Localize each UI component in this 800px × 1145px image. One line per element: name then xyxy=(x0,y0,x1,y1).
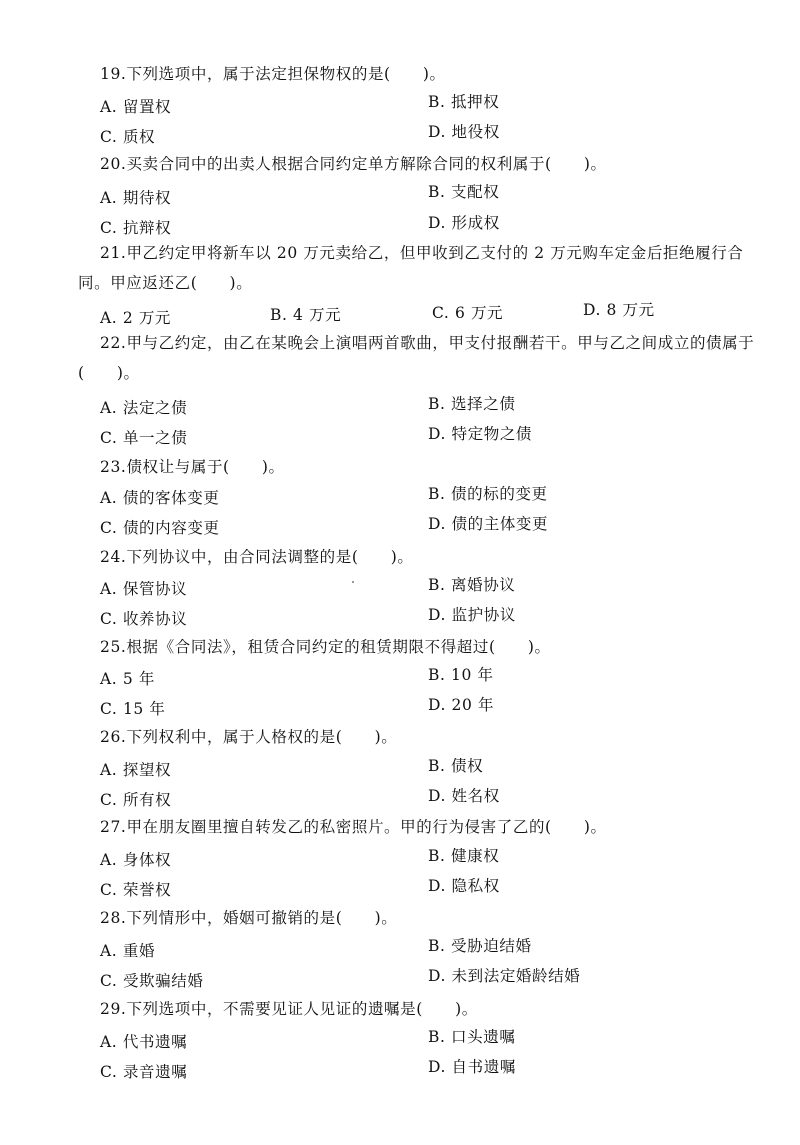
scan-speck xyxy=(352,581,354,583)
question-stem: 20.买卖合同中的出卖人根据合同约定单方解除合同的权利属于( )。 xyxy=(100,155,607,173)
question-stem: 23.债权让与属于( )。 xyxy=(100,458,285,476)
option-a: A. 探望权 xyxy=(100,761,172,779)
option-c: C. 6 万元 xyxy=(432,304,504,322)
option-d: D. 债的主体变更 xyxy=(428,515,549,533)
option-c: C. 所有权 xyxy=(100,791,172,809)
option-d: D. 未到法定婚龄结婚 xyxy=(428,967,581,985)
option-a: A. 代书遗嘱 xyxy=(100,1033,188,1051)
option-c: C. 债的内容变更 xyxy=(100,519,220,537)
option-d: D. 8 万元 xyxy=(583,301,655,319)
option-a: A. 身体权 xyxy=(100,851,172,869)
option-a: A. 法定之债 xyxy=(100,399,188,417)
option-c: C. 质权 xyxy=(100,128,156,146)
option-a: A. 留置权 xyxy=(100,98,172,116)
question-stem: 25.根据《合同法》，租赁合同约定的租赁期限不得超过( )。 xyxy=(100,638,551,656)
option-d: D. 形成权 xyxy=(428,214,500,232)
option-d: D. 特定物之债 xyxy=(428,425,533,443)
question-stem: 19.下列选项中，属于法定担保物权的是( )。 xyxy=(100,65,446,83)
option-c: C. 单一之债 xyxy=(100,429,188,447)
option-a: A. 重婚 xyxy=(100,942,156,960)
option-c: C. 荣誉权 xyxy=(100,881,172,899)
option-d: D. 监护协议 xyxy=(428,606,516,624)
question-stem: 22.甲与乙约定，由乙在某晚会上演唱两首歌曲，甲支付报酬若干。甲与乙之间成立的债属于( )。 xyxy=(78,334,755,382)
option-b: B. 口头遗嘱 xyxy=(428,1028,516,1046)
option-b: B. 支配权 xyxy=(428,183,500,201)
option-a: A. 债的客体变更 xyxy=(100,489,220,507)
option-d: D. 自书遗嘱 xyxy=(428,1058,516,1076)
question-stem: 26.下列权利中，属于人格权的是( )。 xyxy=(100,728,398,746)
option-a: A. 2 万元 xyxy=(100,309,172,327)
option-a: A. 期待权 xyxy=(100,189,172,207)
option-b: B. 健康权 xyxy=(428,847,500,865)
question-stem: 27.甲在朋友圈里擅自转发乙的私密照片。甲的行为侵害了乙的( )。 xyxy=(100,818,607,836)
option-b: B. 债的标的变更 xyxy=(428,485,548,503)
question-stem: 21.甲乙约定甲将新车以 20 万元卖给乙，但甲收到乙支付的 2 万元购车定金后拒绝履行合同。甲应返还乙( )。 xyxy=(78,244,744,292)
option-b: B. 4 万元 xyxy=(270,306,342,324)
option-a: A. 5 年 xyxy=(100,670,155,688)
option-b: B. 抵押权 xyxy=(428,93,500,111)
option-a: A. 保管协议 xyxy=(100,580,188,598)
option-b: B. 10 年 xyxy=(428,666,494,684)
option-c: C. 受欺骗结婚 xyxy=(100,972,204,990)
option-d: D. 20 年 xyxy=(428,696,495,714)
option-c: C. 15 年 xyxy=(100,700,166,718)
question-stem: 24.下列协议中，由合同法调整的是( )。 xyxy=(100,548,414,566)
option-d: D. 隐私权 xyxy=(428,877,500,895)
option-d: D. 地役权 xyxy=(428,123,500,141)
option-c: C. 录音遗嘱 xyxy=(100,1063,188,1081)
option-b: B. 离婚协议 xyxy=(428,576,516,594)
question-stem: 29.下列选项中，不需要见证人见证的遗嘱是( )。 xyxy=(100,1000,478,1018)
option-c: C. 收养协议 xyxy=(100,610,188,628)
question-stem: 28.下列情形中，婚姻可撤销的是( )。 xyxy=(100,909,398,927)
option-b: B. 债权 xyxy=(428,757,484,775)
option-c: C. 抗辩权 xyxy=(100,219,172,237)
option-d: D. 姓名权 xyxy=(428,787,500,805)
option-b: B. 受胁迫结婚 xyxy=(428,937,532,955)
option-b: B. 选择之债 xyxy=(428,395,516,413)
